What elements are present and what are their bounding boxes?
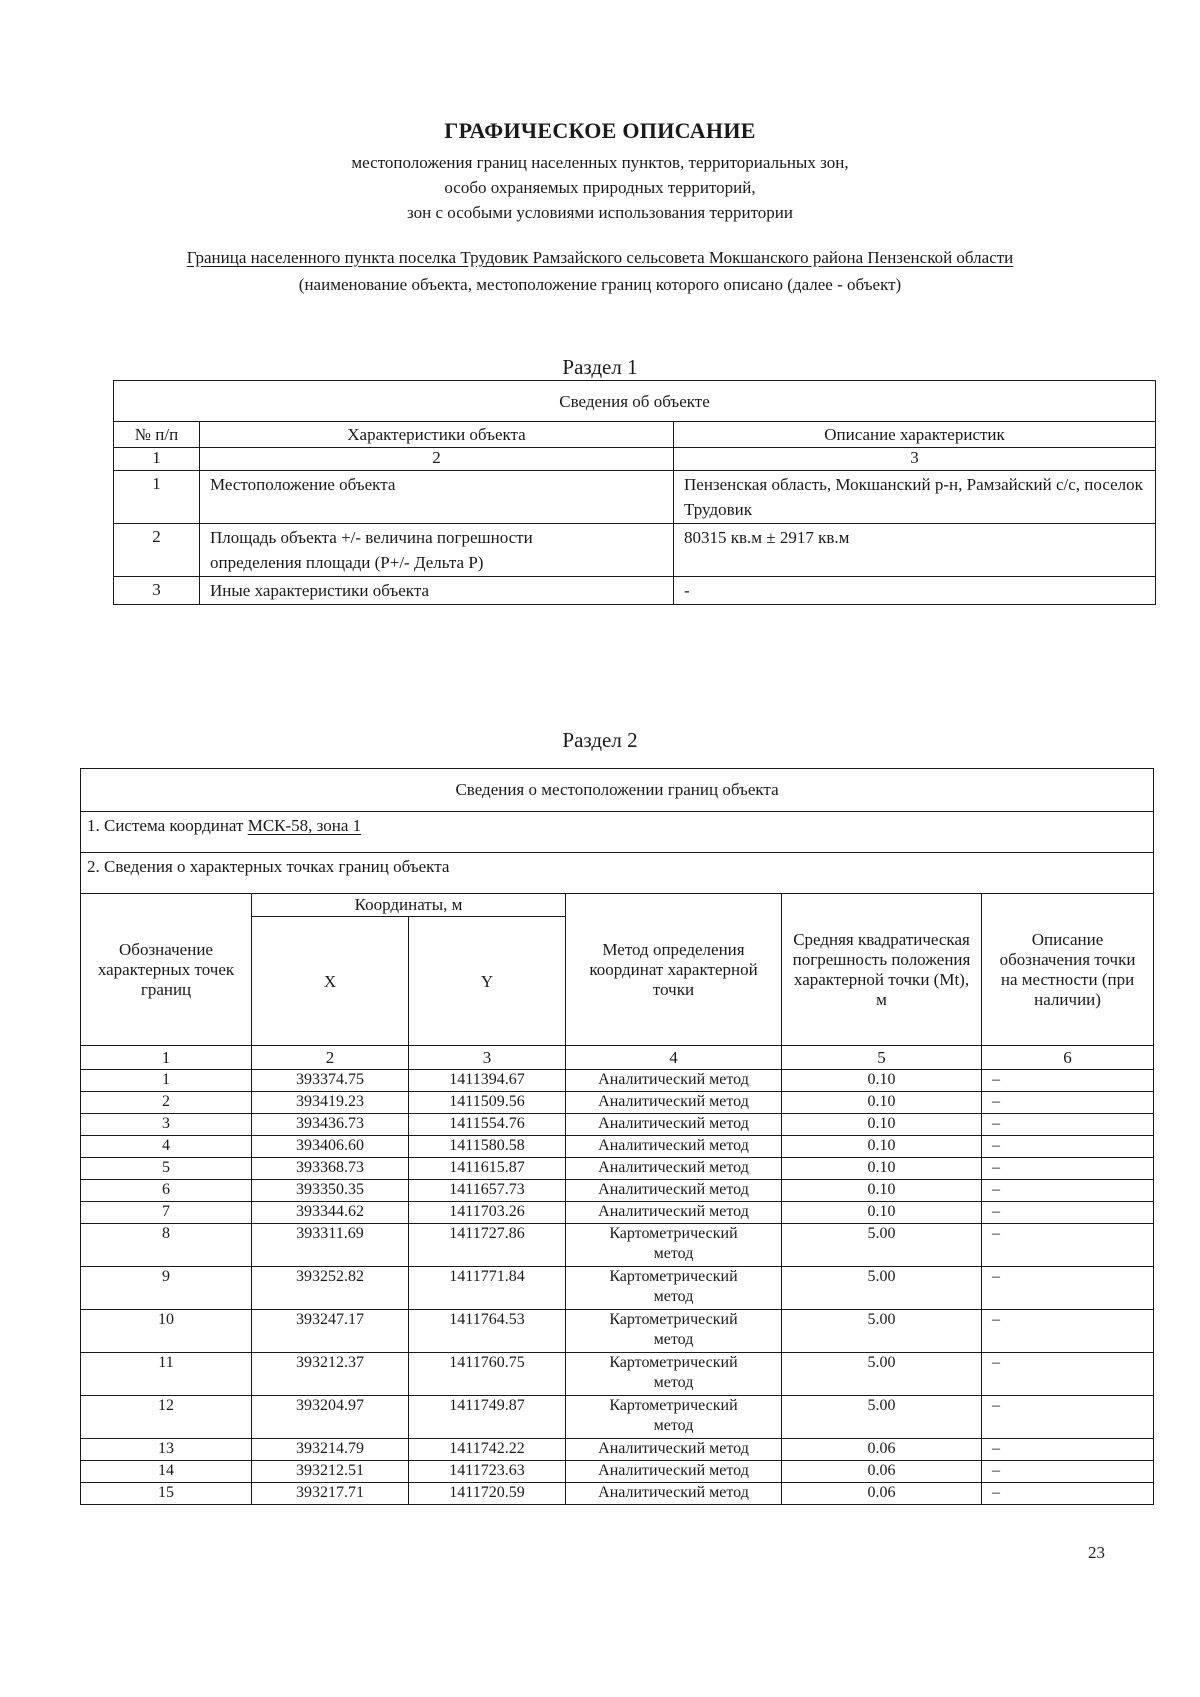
- point-method: Картометрический метод: [566, 1396, 782, 1439]
- point-id: 6: [81, 1180, 252, 1202]
- coordinate-system-value: МСК-58, зона 1: [247, 816, 362, 835]
- point-id: 4: [81, 1136, 252, 1158]
- point-description: –: [982, 1158, 1154, 1180]
- point-method: Аналитический метод: [566, 1461, 782, 1483]
- table-row: [81, 1114, 1154, 1136]
- column-header-characteristic: Характеристики объекта: [200, 422, 674, 448]
- table-row: [81, 1092, 1154, 1114]
- column-number: 3: [674, 448, 1156, 471]
- point-x: 393374.75: [252, 1070, 409, 1092]
- row-description: Пензенская область, Мокшанский р-н, Рамзайский с/с, поселок Трудовик: [674, 471, 1156, 524]
- point-x: 393368.73: [252, 1158, 409, 1180]
- point-method: Картометрический метод: [566, 1310, 782, 1353]
- table-row: [81, 1070, 1154, 1092]
- table-row: [81, 1202, 1154, 1224]
- point-id: 11: [81, 1353, 252, 1396]
- point-y: 1411760.75: [409, 1353, 566, 1396]
- point-error: 0.06: [782, 1461, 982, 1483]
- point-id: 3: [81, 1114, 252, 1136]
- point-error: 0.10: [782, 1202, 982, 1224]
- point-x: 393436.73: [252, 1114, 409, 1136]
- column-header-description: Описание характеристик: [674, 422, 1156, 448]
- point-x: 393252.82: [252, 1267, 409, 1310]
- point-y: 1411554.76: [409, 1114, 566, 1136]
- point-id: 8: [81, 1224, 252, 1267]
- point-error: 5.00: [782, 1396, 982, 1439]
- point-y: 1411394.67: [409, 1070, 566, 1092]
- point-method: Аналитический метод: [566, 1070, 782, 1092]
- point-description: –: [982, 1439, 1154, 1461]
- point-y: 1411509.56: [409, 1092, 566, 1114]
- point-y: 1411771.84: [409, 1267, 566, 1310]
- point-description: –: [982, 1224, 1154, 1267]
- point-x: 393214.79: [252, 1439, 409, 1461]
- boundary-info-header: Сведения о местоположении границ объекта: [81, 769, 1154, 812]
- row-characteristic: Местоположение объекта: [200, 471, 674, 524]
- table-row: [81, 1310, 1154, 1353]
- point-y: 1411742.22: [409, 1439, 566, 1461]
- row-description: 80315 кв.м ± 2917 кв.м: [674, 524, 1156, 577]
- point-method: Аналитический метод: [566, 1136, 782, 1158]
- table-row: [81, 1483, 1154, 1505]
- table-row: [81, 1158, 1154, 1180]
- point-description: –: [982, 1310, 1154, 1353]
- point-description: –: [982, 1202, 1154, 1224]
- point-y: 1411749.87: [409, 1396, 566, 1439]
- point-error: 0.10: [782, 1158, 982, 1180]
- column-header-error: Средняя квадратическая погрешность положения характерной точки (Mt), м: [782, 894, 982, 1046]
- point-id: 2: [81, 1092, 252, 1114]
- point-x: 393344.62: [252, 1202, 409, 1224]
- point-error: 0.06: [782, 1483, 982, 1505]
- point-y: 1411657.73: [409, 1180, 566, 1202]
- document-title: ГРАФИЧЕСКОЕ ОПИСАНИЕ: [444, 118, 756, 143]
- point-x: 393247.17: [252, 1310, 409, 1353]
- column-header-x: X: [252, 917, 409, 1046]
- point-description: –: [982, 1070, 1154, 1092]
- document-subtitle: [0, 150, 1200, 225]
- row-number: 2: [114, 524, 200, 577]
- row-characteristic: Площадь объекта +/- величина погрешности определения площади (P+/- Дельта P): [200, 524, 674, 577]
- table-row: [81, 1180, 1154, 1202]
- section-2-title: Раздел 2: [562, 728, 638, 752]
- column-header-coordinates: Координаты, м: [252, 894, 566, 917]
- column-number: 1: [114, 448, 200, 471]
- object-info-header: Сведения об объекте: [114, 381, 1156, 422]
- point-method: Аналитический метод: [566, 1114, 782, 1136]
- point-method: Картометрический метод: [566, 1353, 782, 1396]
- coordinate-system-label: 1. Система координат: [87, 816, 244, 835]
- point-error: 5.00: [782, 1310, 982, 1353]
- point-error: 0.10: [782, 1114, 982, 1136]
- point-id: 10: [81, 1310, 252, 1353]
- point-id: 14: [81, 1461, 252, 1483]
- column-number: 2: [200, 448, 674, 471]
- point-y: 1411727.86: [409, 1224, 566, 1267]
- point-error: 0.10: [782, 1070, 982, 1092]
- point-method: Аналитический метод: [566, 1092, 782, 1114]
- table-row: [81, 1439, 1154, 1461]
- column-header-number: № п/п: [114, 422, 200, 448]
- point-x: 393217.71: [252, 1483, 409, 1505]
- point-error: 0.06: [782, 1439, 982, 1461]
- point-id: 5: [81, 1158, 252, 1180]
- point-id: 15: [81, 1483, 252, 1505]
- point-error: 5.00: [782, 1267, 982, 1310]
- column-number: 1: [81, 1046, 252, 1070]
- point-y: 1411720.59: [409, 1483, 566, 1505]
- point-y: 1411723.63: [409, 1461, 566, 1483]
- table-row: [114, 524, 1156, 577]
- point-x: 393204.97: [252, 1396, 409, 1439]
- point-x: 393311.69: [252, 1224, 409, 1267]
- coordinate-system-row: [81, 812, 1154, 853]
- column-header-method: Метод определения координат характерной точки: [566, 894, 782, 1046]
- point-description: –: [982, 1267, 1154, 1310]
- point-id: 12: [81, 1396, 252, 1439]
- subtitle-line: зон с особыми условиями использования территории: [407, 203, 793, 222]
- point-error: 5.00: [782, 1353, 982, 1396]
- row-description: -: [674, 577, 1156, 605]
- object-name-caption: (наименование объекта, местоположение границ которого описано (далее - объект): [298, 275, 902, 294]
- object-info-table: [113, 380, 1156, 605]
- table-row: [81, 1224, 1154, 1267]
- column-header-point: Обозначение характерных точек границ: [81, 894, 252, 1046]
- table-row: [81, 1267, 1154, 1310]
- point-description: –: [982, 1136, 1154, 1158]
- page-number: 23: [1088, 1543, 1105, 1562]
- table-row: [81, 1396, 1154, 1439]
- point-y: 1411703.26: [409, 1202, 566, 1224]
- boundary-points-table: [80, 768, 1154, 1505]
- point-id: 13: [81, 1439, 252, 1461]
- point-error: 5.00: [782, 1224, 982, 1267]
- point-id: 1: [81, 1070, 252, 1092]
- table-row: [81, 1136, 1154, 1158]
- column-number: 3: [409, 1046, 566, 1070]
- table-row: [114, 471, 1156, 524]
- row-number: 3: [114, 577, 200, 605]
- subtitle-line: местоположения границ населенных пунктов, территориальных зон,: [351, 153, 849, 172]
- table-row: [81, 1353, 1154, 1396]
- point-method: Аналитический метод: [566, 1483, 782, 1505]
- column-header-description: Описание обозначения точки на местности (при наличии): [982, 894, 1154, 1046]
- point-x: 393350.35: [252, 1180, 409, 1202]
- point-description: –: [982, 1461, 1154, 1483]
- subtitle-line: особо охраняемых природных территорий,: [444, 178, 756, 197]
- point-method: Аналитический метод: [566, 1158, 782, 1180]
- table-row: [114, 577, 1156, 605]
- point-method: Аналитический метод: [566, 1202, 782, 1224]
- object-name: Граница населенного пункта поселка Трудовик Рамзайского сельсовета Мокшанского района Пензенской области: [186, 248, 1014, 267]
- point-y: 1411580.58: [409, 1136, 566, 1158]
- point-y: 1411615.87: [409, 1158, 566, 1180]
- point-y: 1411764.53: [409, 1310, 566, 1353]
- point-x: 393406.60: [252, 1136, 409, 1158]
- row-characteristic: Иные характеристики объекта: [200, 577, 674, 605]
- point-method: Аналитический метод: [566, 1439, 782, 1461]
- point-error: 0.10: [782, 1092, 982, 1114]
- point-error: 0.10: [782, 1180, 982, 1202]
- point-x: 393212.37: [252, 1353, 409, 1396]
- point-x: 393212.51: [252, 1461, 409, 1483]
- point-id: 9: [81, 1267, 252, 1310]
- point-description: –: [982, 1353, 1154, 1396]
- table-row: [81, 1461, 1154, 1483]
- row-number: 1: [114, 471, 200, 524]
- column-header-y: Y: [409, 917, 566, 1046]
- points-header: 2. Сведения о характерных точках границ объекта: [81, 853, 1154, 894]
- point-description: –: [982, 1180, 1154, 1202]
- point-description: –: [982, 1396, 1154, 1439]
- point-error: 0.10: [782, 1136, 982, 1158]
- point-id: 7: [81, 1202, 252, 1224]
- point-description: –: [982, 1483, 1154, 1505]
- column-number: 4: [566, 1046, 782, 1070]
- column-number: 6: [982, 1046, 1154, 1070]
- section-1-title: Раздел 1: [562, 355, 638, 379]
- point-x: 393419.23: [252, 1092, 409, 1114]
- point-method: Картометрический метод: [566, 1224, 782, 1267]
- column-number: 2: [252, 1046, 409, 1070]
- point-description: –: [982, 1092, 1154, 1114]
- point-method: Аналитический метод: [566, 1180, 782, 1202]
- point-description: –: [982, 1114, 1154, 1136]
- column-number: 5: [782, 1046, 982, 1070]
- point-method: Картометрический метод: [566, 1267, 782, 1310]
